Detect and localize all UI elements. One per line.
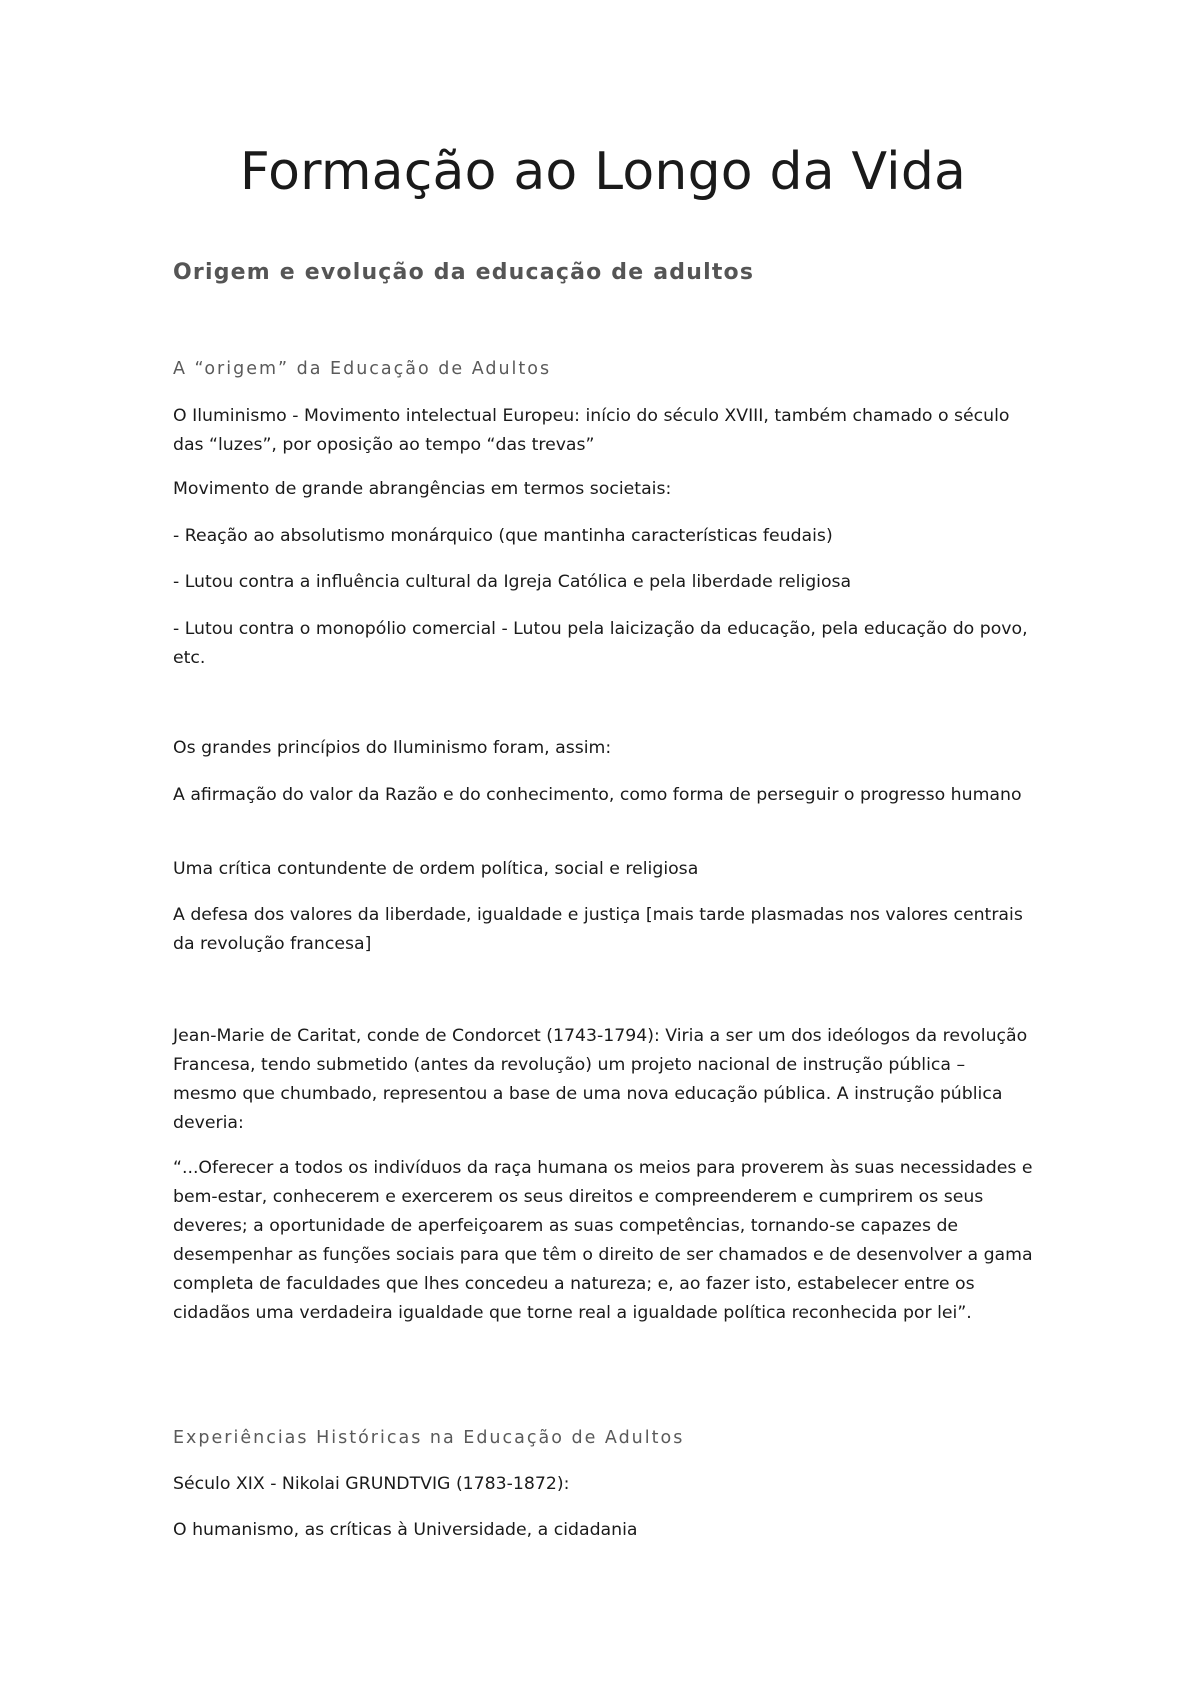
paragraph-movimento: Movimento de grande abrangências em termos societais: (173, 479, 672, 499)
paragraph-grundtvig: Século XIX - Nikolai GRUNDTVIG (1783-1872): (173, 1474, 570, 1494)
paragraph-influencia: - Lutou contra a influência cultural da Igreja Católica e pela liberdade religiosa (173, 572, 852, 592)
paragraph-iluminismo: O Iluminismo - Movimento intelectual Europeu: início do século XVIII, também chamado o século das “luzes”, por oposição ao tempo “das trevas” (173, 406, 1010, 455)
section-heading-experiences: Experiências Históricas na Educação de Adultos (173, 1428, 685, 1448)
paragraph-monopolio: - Lutou contra o monopólio comercial - Lutou pela laicização da educação, pela educação do povo, etc. (173, 619, 1028, 668)
document-subtitle: Origem e evolução da educação de adultos (173, 260, 755, 285)
paragraph-quote: “...Oferecer a todos os indivíduos da raça humana os meios para proverem às suas necessidades e bem-estar, conhecerem e exercerem os seus direitos e compreenderem e cumprirem os seus deveres; a oportunidade de aperfeiçoarem as suas competências, tornando-se capazes de desempenhar as funções sociais para que têm o direito de ser chamados e de desenvolver a gama completa de faculdades que lhes concedeu a natureza; e, ao fazer isto, estabelecer entre os cidadãos uma verdadeira igualdade que torne real a igualdade política reconhecida por lei”. (173, 1158, 1033, 1323)
paragraph-humanismo: O humanismo, as críticas à Universidade, a cidadania (173, 1520, 638, 1540)
document-title: Formação ao Longo da Vida (239, 142, 967, 202)
paragraph-razao: A afirmação do valor da Razão e do conhecimento, como forma de perseguir o progresso humano (173, 785, 1022, 805)
paragraph-reacao: - Reação ao absolutismo monárquico (que mantinha características feudais) (173, 526, 833, 546)
section-heading-origin: A “origem” da Educação de Adultos (173, 359, 552, 379)
paragraph-condorcet: Jean-Marie de Caritat, conde de Condorcet (1743-1794): Viria a ser um dos ideólogos da revolução Francesa, tendo submetido (antes da revolução) um projeto nacional de instrução pública – mesmo que chumbado, representou a base de uma nova educação pública. A instrução pública deveria: (173, 1026, 1028, 1133)
paragraph-critica: Uma crítica contundente de ordem política, social e religiosa (173, 859, 699, 879)
paragraph-valores: A defesa dos valores da liberdade, igualdade e justiça [mais tarde plasmadas nos valores centrais da revolução francesa] (173, 905, 1023, 954)
paragraph-principios: Os grandes princípios do Iluminismo foram, assim: (173, 738, 612, 758)
